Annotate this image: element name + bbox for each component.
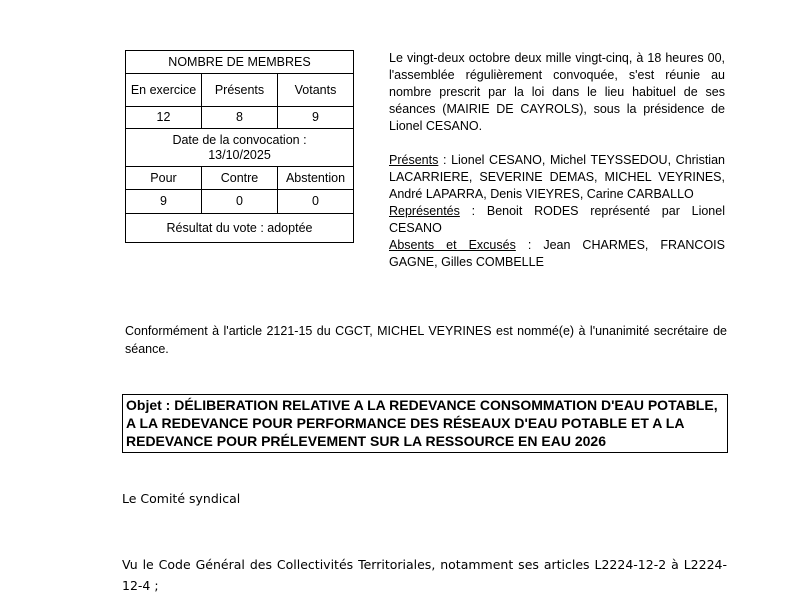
value-contre: 0 (202, 190, 278, 214)
header-presents: Présents (202, 74, 278, 107)
presents-paragraph (389, 152, 725, 203)
presents-label: Présents (389, 153, 439, 167)
absents-label: Absents et Excusés (389, 238, 516, 252)
header-votants: Votants (278, 74, 354, 107)
object-box: Objet : DÉLIBERATION RELATIVE A LA REDEVANCE CONSOMMATION D'EAU POTABLE, A LA REDEVANCE POUR PERFORMANCE DES RÉSEAUX D'EAU POTABLE ET A LA REDEVANCE POUR PRÉLEVEMENT SUR LA RESSOURCE EN EAU 2026 (122, 394, 728, 453)
header-contre: Contre (202, 167, 278, 190)
header-pour: Pour (126, 167, 202, 190)
value-pour: 9 (126, 190, 202, 214)
absents-text: : Jean CHARMES, FRANCOIS GAGNE, Gilles COMBELLE (389, 238, 725, 269)
value-en-exercice: 12 (126, 107, 202, 129)
session-details (389, 50, 725, 271)
header-abstention: Abstention (278, 167, 354, 190)
value-votants: 9 (278, 107, 354, 129)
value-abstention: 0 (278, 190, 354, 214)
value-presents: 8 (202, 107, 278, 129)
convocation-date: 13/10/2025 (208, 147, 271, 162)
vu-paragraph: Vu le Code Général des Collectivités Territoriales, notamment ses articles L2224-12-2 à L2224-12-4 ; (122, 557, 727, 593)
representes-text: : Benoit RODES représenté par Lionel CESANO (389, 204, 725, 235)
convocation-cell (126, 129, 354, 167)
header-en-exercice: En exercice (126, 74, 202, 107)
vote-result: Résultat du vote : adoptée (126, 214, 354, 243)
representes-paragraph (389, 203, 725, 237)
presents-text: : Lionel CESANO, Michel TEYSSEDOU, Christian LACARRIERE, SEVERINE DEMAS, MICHEL VEYRINES, André LAPARRA, Denis VIEYRES, Carine CARBALLO (389, 153, 725, 201)
secretary-paragraph: Conformément à l'article 2121-15 du CGCT, MICHEL VEYRINES est nommé(e) à l'unanimité secrétaire de séance. (125, 324, 727, 356)
members-table (125, 50, 354, 243)
members-table-title: NOMBRE DE MEMBRES (126, 51, 354, 74)
committee-label: Le Comité syndical (122, 491, 241, 506)
absents-paragraph (389, 237, 725, 271)
representes-label: Représentés (389, 204, 460, 218)
intro-paragraph: Le vingt-deux octobre deux mille vingt-cinq, à 18 heures 00, l'assemblée régulièrement convoquée, s'est réunie au nombre prescrit par la loi dans le lieu habituel de ses séances (MAIRIE DE CAYROLS), sous la présidence de Lionel CESANO. (389, 51, 725, 133)
convocation-label: Date de la convocation : (172, 132, 307, 147)
